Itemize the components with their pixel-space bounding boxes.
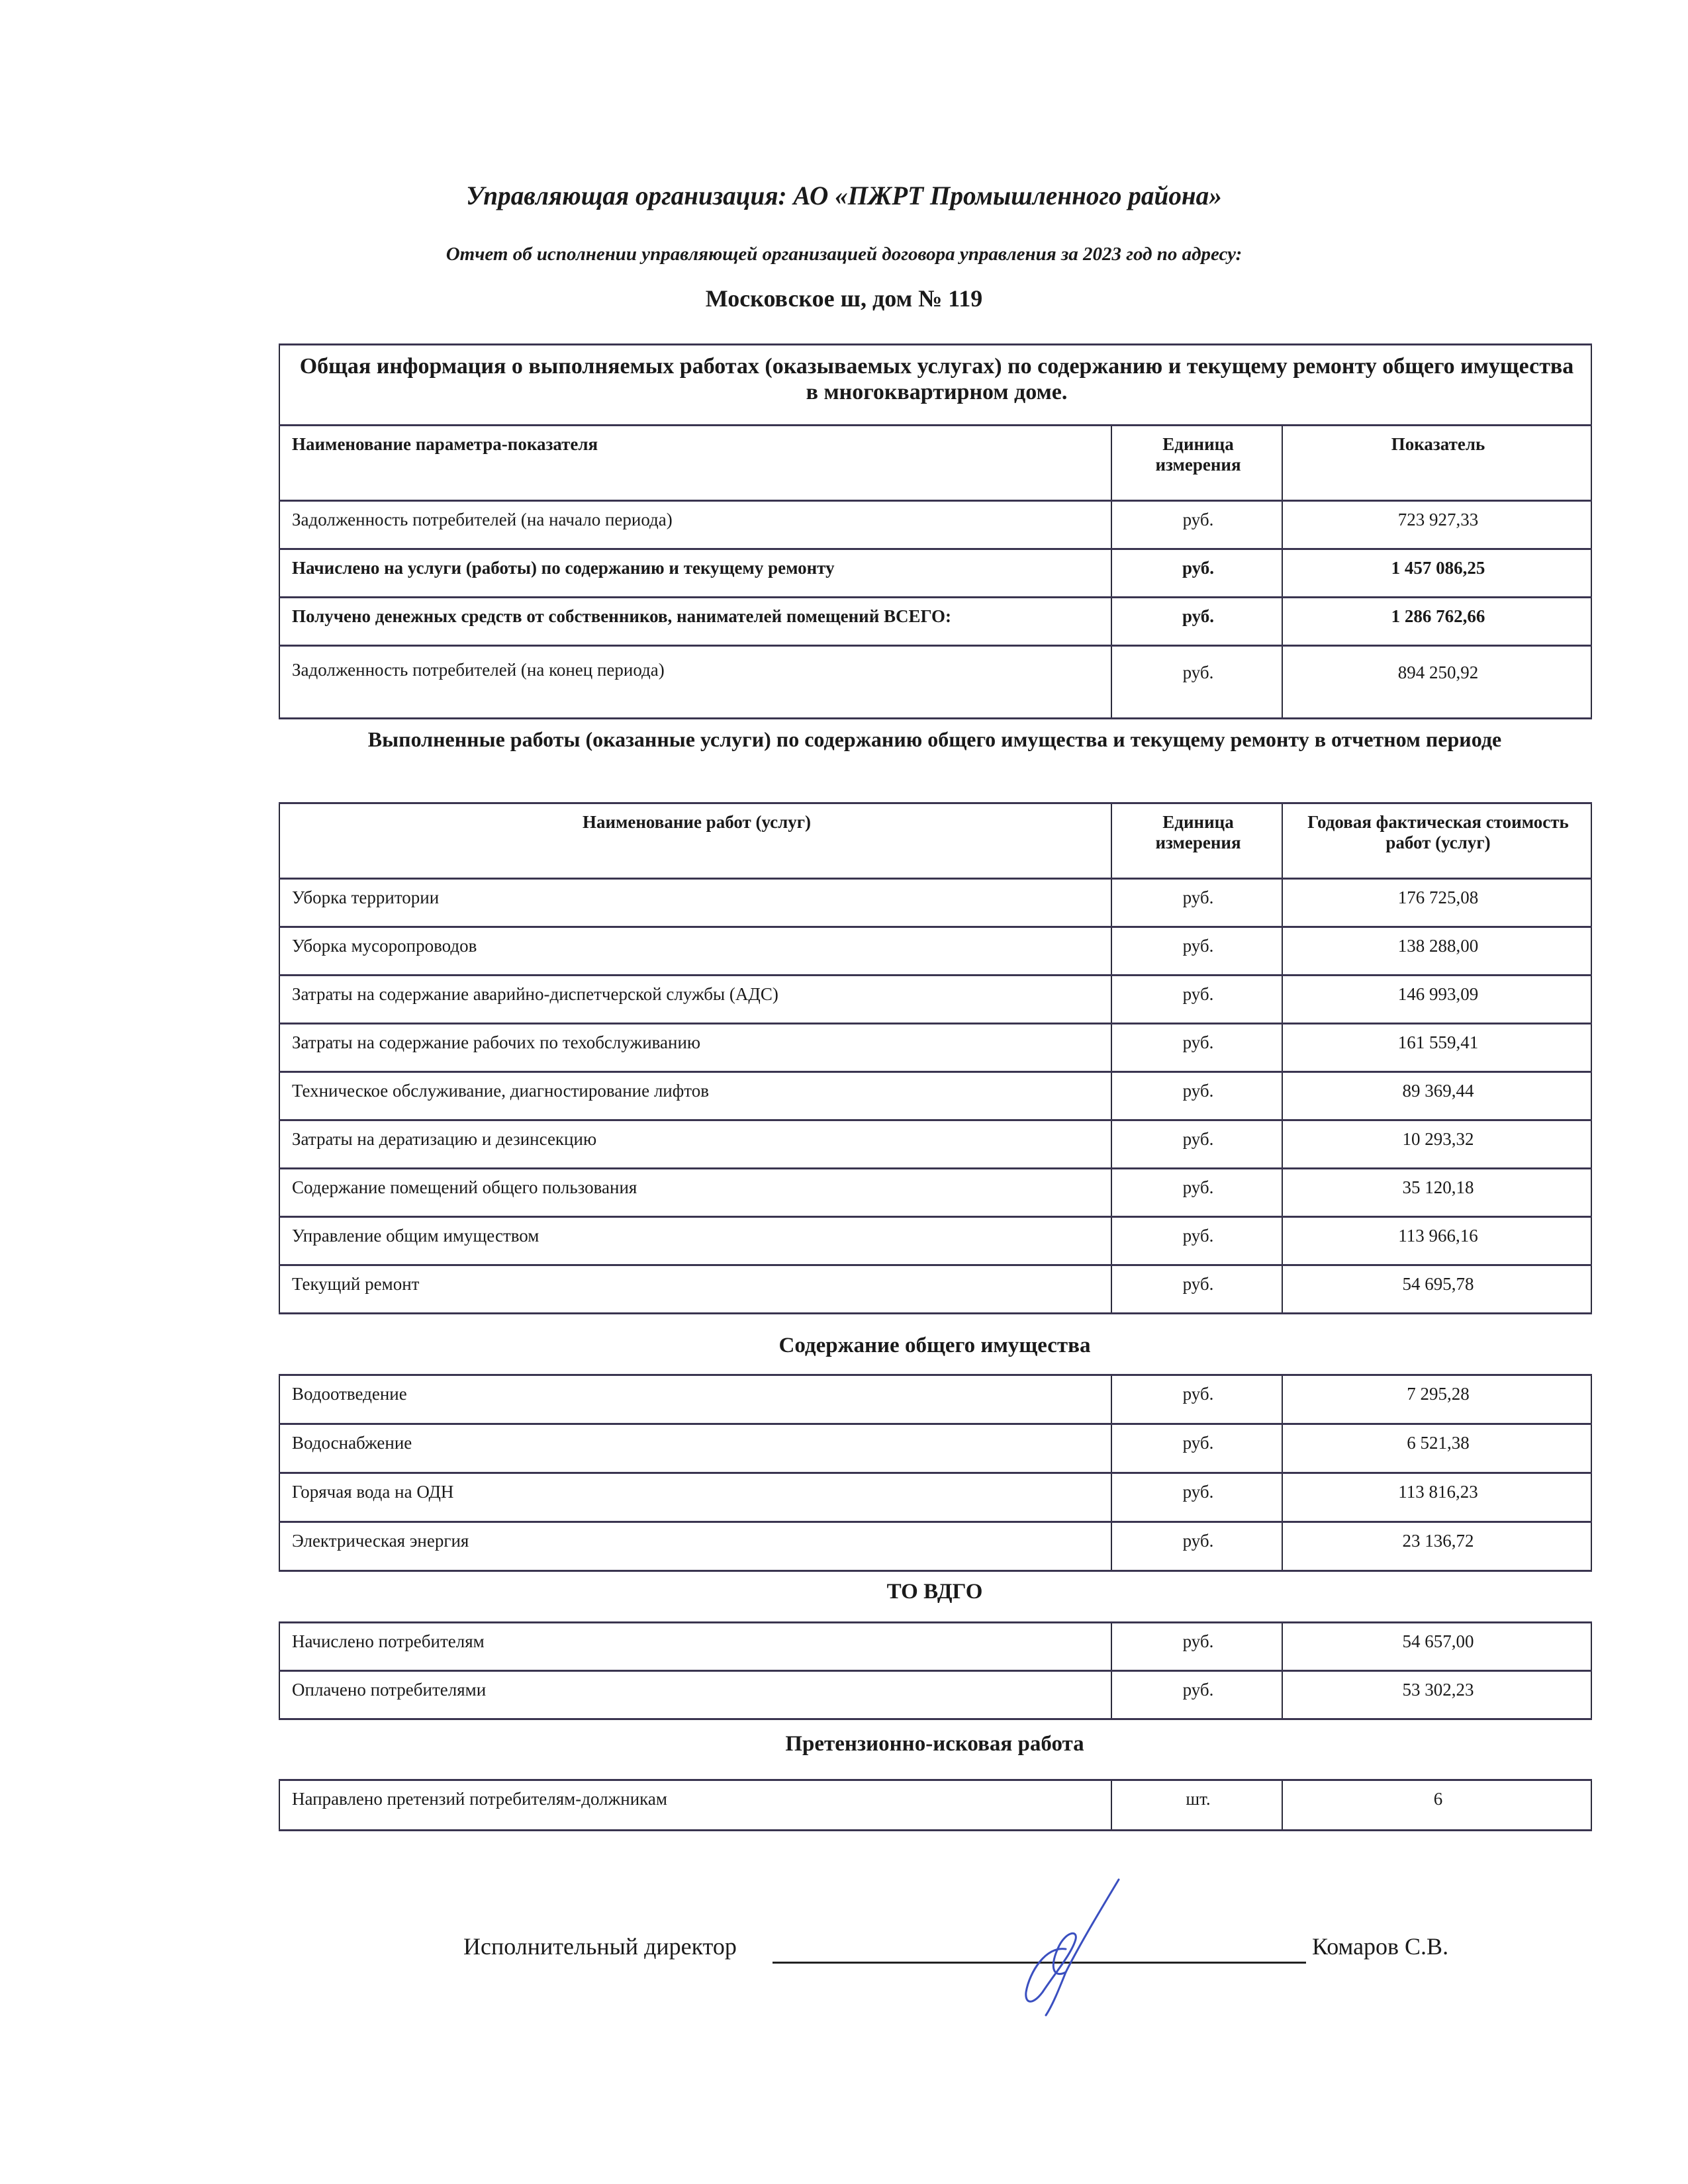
row-value: 1 286 762,66 [1282, 598, 1591, 646]
table-row [279, 1623, 1591, 1671]
common-property-section-title: Содержание общего имущества [778, 1334, 1091, 1357]
table-row [279, 976, 1591, 1024]
table-row [279, 1424, 1591, 1473]
table-row [279, 646, 1591, 719]
row-unit: руб. [1111, 1473, 1282, 1522]
row-value: 146 993,09 [1282, 976, 1591, 1024]
row-value: 10 293,32 [1282, 1120, 1591, 1169]
table-row [279, 1522, 1591, 1571]
row-value: 894 250,92 [1282, 646, 1591, 719]
row-value: 113 816,23 [1282, 1473, 1591, 1522]
row-unit: руб. [1111, 1375, 1282, 1424]
row-name: Начислено на услуги (работы) по содержанию и текущему ремонту [279, 549, 1111, 598]
table-row [279, 549, 1591, 598]
signer-name: Комаров С.В. [1312, 1933, 1449, 1960]
column-header: Единица измерения [1111, 803, 1282, 879]
row-unit: руб. [1111, 501, 1282, 549]
table-row [279, 1217, 1591, 1265]
row-value: 54 657,00 [1282, 1623, 1591, 1671]
vdgo-section-title: ТО ВДГО [886, 1580, 983, 1604]
table-row [279, 927, 1591, 976]
row-value: 53 302,23 [1282, 1671, 1591, 1719]
row-name: Задолженность потребителей (на конец периода) [279, 646, 1111, 719]
report-title: Отчет об исполнении управляющей организацией договора управления за 2023 год по адресу: [445, 244, 1243, 265]
table-row [279, 1473, 1591, 1522]
row-name: Затраты на дератизацию и дезинсекцию [279, 1120, 1111, 1169]
works-section-title: Выполненные работы (оказанные услуги) по содержанию общего имущества и текущему ремонту в отчетном периоде [367, 727, 1502, 751]
row-unit: руб. [1111, 549, 1282, 598]
row-unit: руб. [1111, 1623, 1282, 1671]
handwritten-signature-icon [966, 1873, 1139, 2019]
row-unit: руб. [1111, 1169, 1282, 1217]
table-row [279, 1780, 1591, 1831]
general-info-banner: Общая информация о выполняемых работах (оказываемых услугах) по содержанию и текущему ремонту общего имущества в многоквартирном доме. [279, 345, 1591, 426]
row-name: Водоотведение [279, 1375, 1111, 1424]
row-unit: руб. [1111, 1120, 1282, 1169]
column-header: Наименование параметра-показателя [279, 426, 1111, 501]
row-value: 54 695,78 [1282, 1265, 1591, 1314]
table-row [279, 879, 1591, 927]
row-unit: руб. [1111, 598, 1282, 646]
row-unit: руб. [1111, 1522, 1282, 1571]
row-unit: руб. [1111, 879, 1282, 927]
table-header-row [279, 803, 1591, 879]
row-name: Затраты на содержание рабочих по техобслуживанию [279, 1024, 1111, 1072]
table-row [279, 1120, 1591, 1169]
row-value: 723 927,33 [1282, 501, 1591, 549]
row-unit: руб. [1111, 1424, 1282, 1473]
row-value: 7 295,28 [1282, 1375, 1591, 1424]
row-unit: руб. [1111, 1217, 1282, 1265]
row-name: Получено денежных средств от собственников, нанимателей помещений ВСЕГО: [279, 598, 1111, 646]
row-name: Техническое обслуживание, диагностирование лифтов [279, 1072, 1111, 1120]
row-unit: руб. [1111, 1265, 1282, 1314]
claims-section-title: Претензионно-исковая работа [785, 1732, 1084, 1756]
row-value: 89 369,44 [1282, 1072, 1591, 1120]
table-row [279, 1265, 1591, 1314]
row-name: Задолженность потребителей (на начало периода) [279, 501, 1111, 549]
row-value: 6 [1282, 1780, 1591, 1831]
row-value: 176 725,08 [1282, 879, 1591, 927]
row-unit: руб. [1111, 1671, 1282, 1719]
row-value: 161 559,41 [1282, 1024, 1591, 1072]
table-row [279, 501, 1591, 549]
general-info-table [279, 343, 1592, 719]
row-value: 6 521,38 [1282, 1424, 1591, 1473]
table-row [279, 1671, 1591, 1719]
row-unit: руб. [1111, 1072, 1282, 1120]
common-property-table [279, 1374, 1592, 1572]
row-unit: руб. [1111, 976, 1282, 1024]
column-header: Годовая фактическая стоимость работ (услуг) [1282, 803, 1591, 879]
address-title: Московское ш, дом № 119 [705, 285, 983, 312]
row-name: Электрическая энергия [279, 1522, 1111, 1571]
row-name: Содержание помещений общего пользования [279, 1169, 1111, 1217]
row-name: Горячая вода на ОДН [279, 1473, 1111, 1522]
row-name: Направлено претензий потребителям-должникам [279, 1780, 1111, 1831]
table-header-row [279, 426, 1591, 501]
row-name: Оплачено потребителями [279, 1671, 1111, 1719]
row-value: 35 120,18 [1282, 1169, 1591, 1217]
row-name: Уборка мусоропроводов [279, 927, 1111, 976]
table-row [279, 1072, 1591, 1120]
vdgo-table [279, 1621, 1592, 1720]
table-row [279, 1024, 1591, 1072]
signer-position: Исполнительный директор [463, 1933, 737, 1960]
row-name: Начислено потребителям [279, 1623, 1111, 1671]
row-value: 113 966,16 [1282, 1217, 1591, 1265]
row-unit: руб. [1111, 1024, 1282, 1072]
table-row [279, 1375, 1591, 1424]
row-unit: руб. [1111, 927, 1282, 976]
row-unit: руб. [1111, 646, 1282, 719]
row-unit: шт. [1111, 1780, 1282, 1831]
row-value: 23 136,72 [1282, 1522, 1591, 1571]
column-header: Наименование работ (услуг) [279, 803, 1111, 879]
row-name: Текущий ремонт [279, 1265, 1111, 1314]
row-value: 138 288,00 [1282, 927, 1591, 976]
claims-table [279, 1779, 1592, 1831]
row-name: Управление общим имуществом [279, 1217, 1111, 1265]
column-header: Единица измерения [1111, 426, 1282, 501]
row-value: 1 457 086,25 [1282, 549, 1591, 598]
row-name: Водоснабжение [279, 1424, 1111, 1473]
row-name: Уборка территории [279, 879, 1111, 927]
row-name: Затраты на содержание аварийно-диспетчерской службы (АДС) [279, 976, 1111, 1024]
works-table [279, 802, 1592, 1314]
table-row [279, 598, 1591, 646]
column-header: Показатель [1282, 426, 1591, 501]
table-row [279, 1169, 1591, 1217]
organization-title: Управляющая организация: АО «ПЖРТ Промышленного района» [466, 181, 1222, 210]
